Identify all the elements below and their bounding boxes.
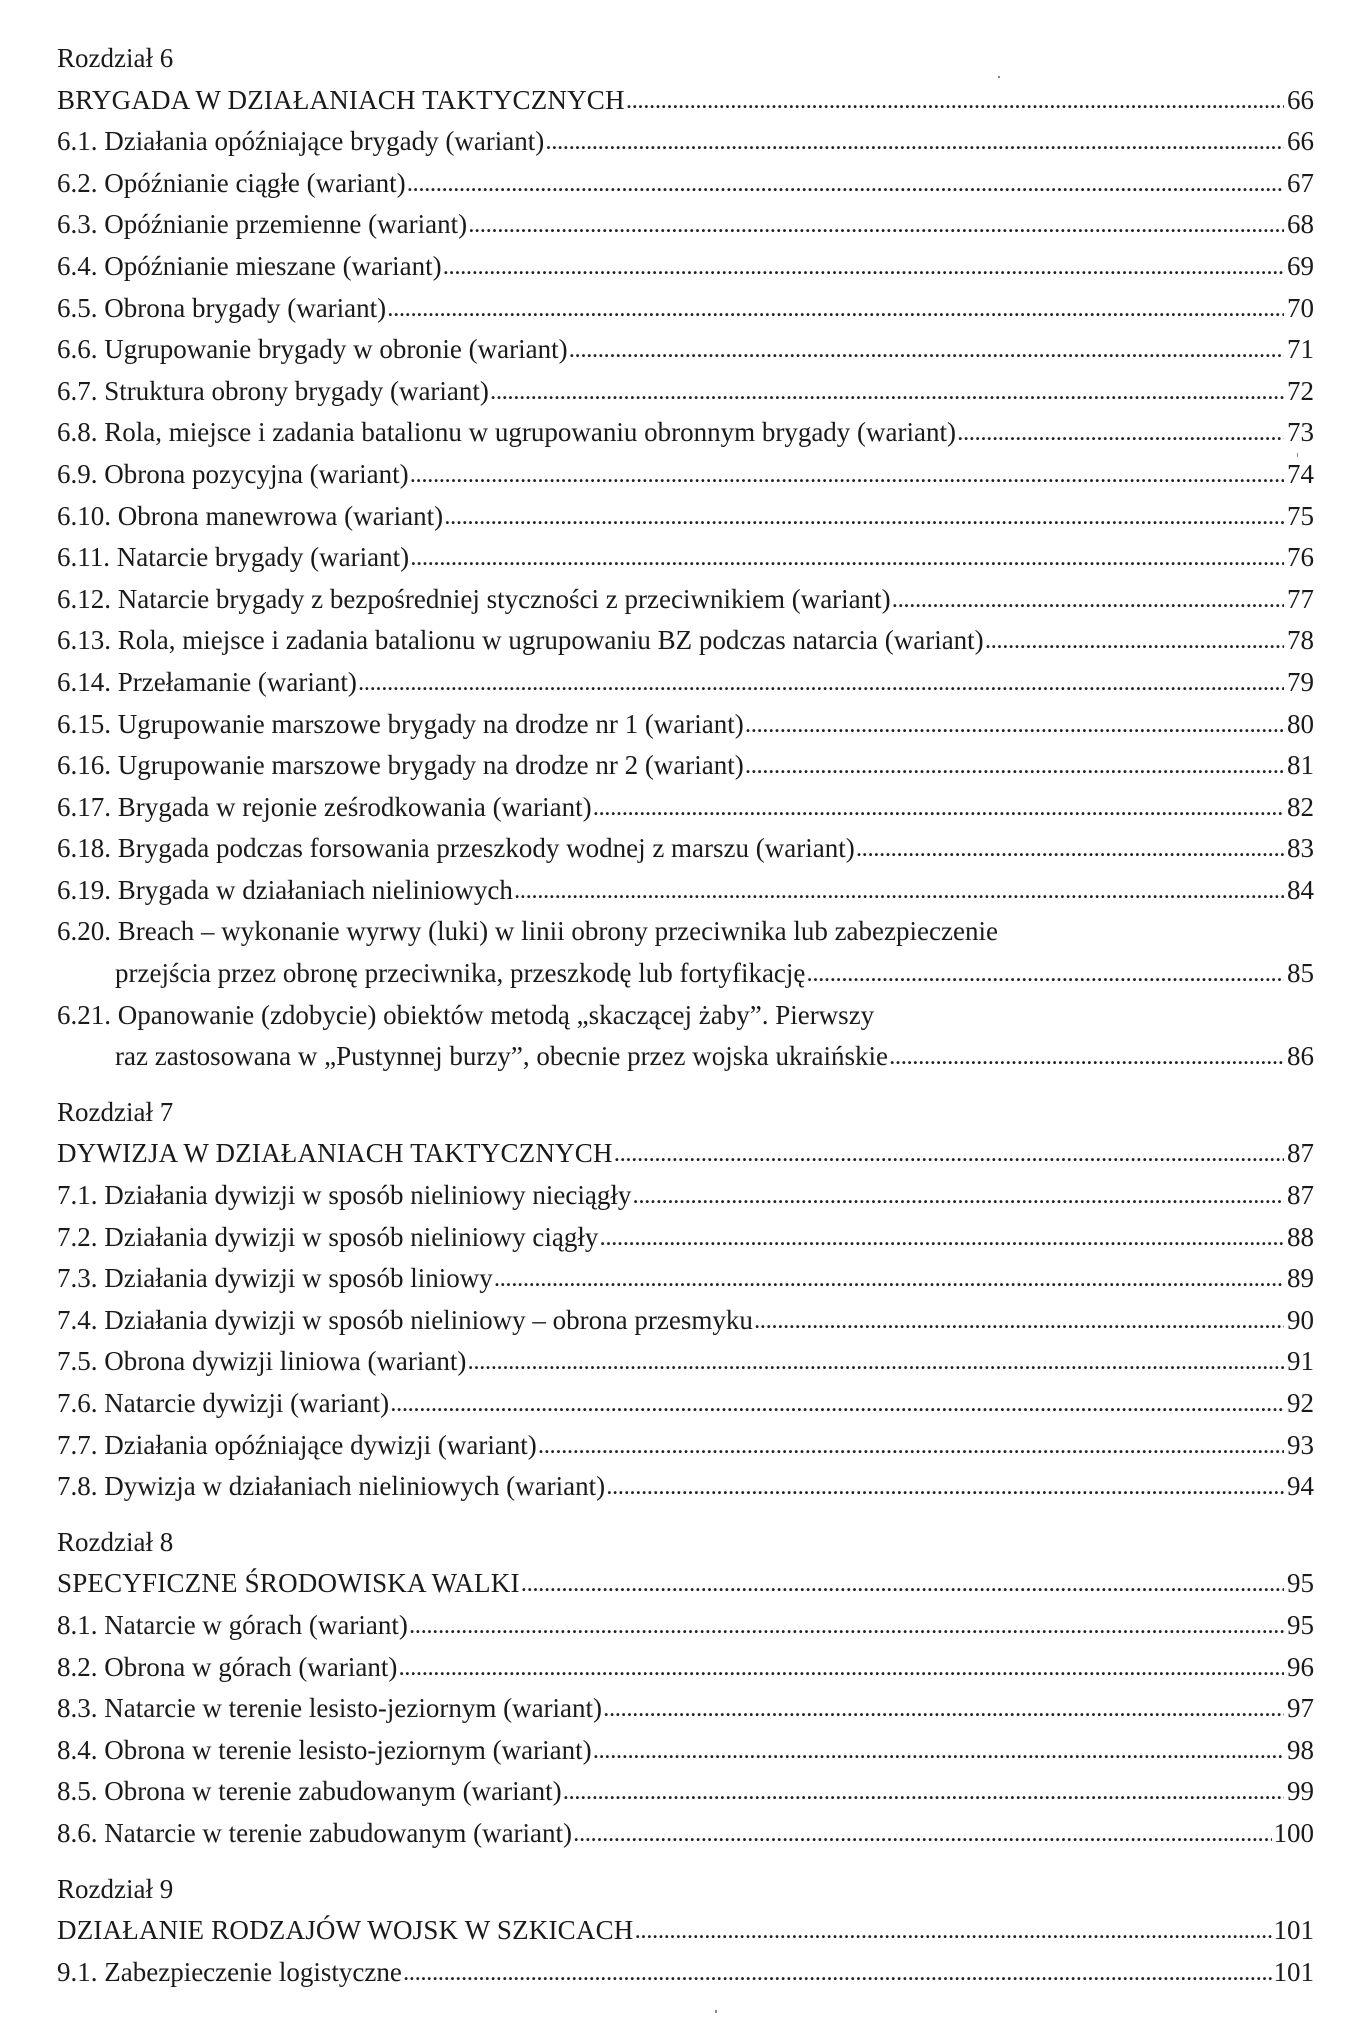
page-number: 89 [1287,1263,1314,1294]
toc-entry[interactable] [57,163,1314,205]
entry-title: Dywizja w działaniach nieliniowych (wariant) [104,1471,606,1502]
entry-title: Przełamanie (wariant) [117,666,357,697]
entry-title: Ugrupowanie marszowe brygady na drodze nr 2 (wariant) [117,750,744,781]
toc-entry[interactable] [57,204,1314,246]
entry-title: Natarcie w terenie lesisto-jeziornym (wariant) [104,1693,603,1724]
entry-number: 6.10. [57,500,111,531]
entry-number: 8.3. [57,1693,98,1724]
dot-leader [636,1912,1272,1954]
page-number: 100 [1273,1817,1314,1848]
dot-leader [746,747,1284,789]
page-number: 81 [1287,750,1314,781]
entry-number: 6.5. [57,292,98,323]
chapter-9 [57,1869,1314,1994]
entry-title: Działania dywizji w sposób nieliniowy nieciągły [104,1180,632,1211]
toc-entry[interactable] [57,828,1314,870]
toc-entry[interactable] [57,787,1314,829]
entry-title: Działania dywizji w sposób nieliniowy ciągły [104,1221,599,1252]
page-number: 95 [1287,1609,1314,1640]
page-number: 77 [1287,583,1314,614]
dot-leader [615,1135,1284,1177]
entry-number: 6.7. [57,375,98,406]
page-number: 74 [1287,458,1314,489]
entry-number: 7.8. [57,1471,98,1502]
entry-number: 8.6. [57,1817,98,1848]
page-number: 76 [1287,542,1314,573]
dot-leader [495,1260,1284,1302]
toc-entry[interactable] [57,412,1314,454]
entry-title-line1: Breach – wykonanie wyrwy (luki) w linii obrony przeciwnika lub zabezpieczenie [117,916,998,947]
entry-title-line2: przejścia przez obronę przeciwnika, przeszkodę lub fortyfikację [115,958,806,989]
page-number: 66 [1287,84,1314,115]
dot-leader [958,414,1284,456]
entry-title: Ugrupowanie brygady w obronie (wariant) [104,334,568,365]
chapter-title-row[interactable] [57,1910,1314,1952]
page-number: 68 [1287,209,1314,240]
entry-number: 8.4. [57,1734,98,1765]
entry-number: 6.20. [57,916,111,947]
page-number: 85 [1287,958,1314,989]
entry-title: Natarcie brygady (wariant) [116,542,410,573]
toc-entry-multiline[interactable] [57,911,1314,994]
entry-title: Opóźnianie mieszane (wariant) [104,250,442,281]
entry-first-line [57,995,1314,1037]
dot-leader [444,248,1284,290]
toc-entry[interactable] [57,1175,1314,1217]
page-number: 101 [1273,1956,1314,1987]
chapter-title-row[interactable] [57,80,1314,122]
chapter-7 [57,1092,1314,1508]
page-number: 93 [1287,1429,1314,1460]
entry-title: Natarcie dywizji (wariant) [104,1388,390,1418]
entry-title: Obrona w terenie zabudowanym (wariant) [104,1776,562,1807]
page-number: 97 [1287,1693,1314,1724]
dot-leader [391,1385,1284,1427]
toc-entry[interactable] [57,1383,1314,1425]
chapter-title-row[interactable] [57,1133,1314,1175]
page-number: 91 [1287,1346,1314,1377]
dot-leader [627,82,1284,124]
entry-title: Natarcie brygady z bezpośredniej styczności z przeciwnikiem (wariant) [117,583,891,614]
chapter-label: Rozdział 8 [57,1526,174,1557]
page-number: 79 [1287,666,1314,697]
scan-speck [715,2010,717,2013]
entry-title: Brygada podczas forsowania przeszkody wodnej z marszu (wariant) [117,833,855,864]
dot-leader [408,165,1284,207]
page-number: 73 [1287,417,1314,448]
toc-entry[interactable] [57,1688,1314,1730]
entry-number: 7.3. [57,1263,98,1294]
entry-title: Obrona w górach (wariant) [104,1651,398,1682]
toc-entry[interactable] [57,371,1314,413]
toc-entry[interactable] [57,288,1314,330]
dot-leader [388,290,1284,332]
entry-number: 6.12. [57,583,111,614]
toc-entry[interactable] [57,662,1314,704]
entry-number: 6.6. [57,334,98,365]
chapter-title: DZIAŁANIE RODZAJÓW WOJSK W SZKICACH [57,1915,634,1946]
toc-entry[interactable] [57,1605,1314,1647]
dot-leader [546,123,1284,165]
entry-title: Działania dywizji w sposób liniowy [104,1263,493,1294]
chapter-title-row[interactable] [57,1563,1314,1605]
entry-number: 8.5. [57,1776,98,1807]
toc-entry[interactable] [57,1258,1314,1300]
dot-leader [410,1607,1284,1649]
page-number: 83 [1287,833,1314,864]
toc-entry[interactable] [57,870,1314,912]
dot-leader [411,539,1284,581]
dot-leader [574,1815,1271,1857]
entry-number: 6.19. [57,874,111,905]
entry-title: Działania dywizji w sposób nieliniowy – obrona przesmyku [104,1304,753,1335]
entry-title: Brygada w rejonie ześrodkowania (wariant) [117,791,592,822]
page-number: 87 [1287,1138,1314,1169]
dot-leader [411,456,1284,498]
toc-entry[interactable] [57,1771,1314,1813]
page-number: 72 [1287,375,1314,406]
page-number: 87 [1287,1180,1314,1211]
dot-leader [893,581,1284,623]
dot-leader [600,1219,1284,1261]
page-number: 78 [1287,625,1314,656]
chapter-8 [57,1522,1314,1855]
dot-leader [594,789,1284,831]
toc-entry[interactable] [57,1217,1314,1259]
entry-number: 9.1. [57,1956,98,1987]
dot-leader [445,498,1284,540]
page-number: 71 [1287,334,1314,365]
page-number: 70 [1287,292,1314,323]
toc-entry[interactable] [57,579,1314,621]
page-number: 90 [1287,1304,1314,1335]
page-number: 94 [1287,1471,1314,1502]
dot-leader [515,872,1284,914]
toc-entry[interactable] [57,454,1314,496]
entry-number: 8.1. [57,1609,98,1640]
page-number: 101 [1273,1915,1314,1946]
entry-title: Obrona manewrowa (wariant) [117,500,444,531]
page-number: 98 [1287,1734,1314,1765]
entry-continuation [57,953,1314,995]
page-number: 75 [1287,500,1314,531]
entry-number: 6.4. [57,250,98,281]
toc-entry[interactable] [57,496,1314,538]
toc-entry[interactable] [57,121,1314,163]
page-number: 84 [1287,874,1314,905]
chapter-title: SPECYFICZNE ŚRODOWISKA WALKI [57,1568,520,1599]
entry-title: Obrona w terenie lesisto-jeziornym (wariant) [104,1734,592,1765]
entry-number: 7.7. [57,1429,98,1460]
entry-title-line2: raz zastosowana w „Pustynnej burzy”, obecnie przez wojska ukraińskie [115,1041,888,1072]
dot-leader [755,1302,1284,1344]
page-number: 92 [1287,1388,1314,1418]
entry-number: 6.15. [57,708,111,739]
entry-number: 6.11. [57,542,110,573]
dot-leader [857,830,1284,872]
entry-number: 6.8. [57,417,98,448]
toc-entry[interactable] [57,246,1314,288]
toc-entry[interactable] [57,745,1314,787]
toc-entry[interactable] [57,1813,1314,1855]
entry-number: 7.1. [57,1180,98,1211]
scan-speck [1297,453,1298,457]
dot-leader [570,331,1284,373]
dot-leader [404,1954,1272,1996]
entry-title: Działania opóźniające brygady (wariant) [104,126,545,157]
table-of-contents [57,38,1314,1993]
page-number: 66 [1287,126,1314,157]
toc-entry[interactable] [57,1952,1314,1994]
dot-leader [491,373,1284,415]
entry-title: Obrona dywizji liniowa (wariant) [104,1346,467,1377]
toc-entry[interactable] [57,1341,1314,1383]
entry-title: Działania opóźniające dywizji (wariant) [104,1429,537,1460]
toc-entry[interactable] [57,329,1314,371]
entry-number: 7.6. [57,1388,98,1418]
entry-title: Struktura obrony brygady (wariant) [104,375,489,406]
entry-title: Obrona pozycyjna (wariant) [104,458,409,489]
page-number: 86 [1287,1041,1314,1072]
chapter-6 [57,38,1314,1078]
dot-leader [564,1773,1284,1815]
toc-entry[interactable] [57,1466,1314,1508]
toc-entry[interactable] [57,1647,1314,1689]
toc-entry[interactable] [57,537,1314,579]
entry-continuation [57,1036,1314,1078]
entry-title: Natarcie w górach (wariant) [104,1609,408,1640]
chapter-title: DYWIZJA W DZIAŁANIACH TAKTYCZNYCH [57,1138,613,1169]
entry-number: 6.18. [57,833,111,864]
page-number: 82 [1287,791,1314,822]
dot-leader [986,622,1284,664]
page-number: 95 [1287,1568,1314,1599]
entry-number: 6.9. [57,458,98,489]
entry-number: 7.5. [57,1346,98,1377]
chapter-label: Rozdział 9 [57,1873,174,1904]
toc-entry[interactable] [57,1425,1314,1467]
entry-number: 6.14. [57,666,111,697]
toc-entry[interactable] [57,620,1314,662]
dot-leader [604,1690,1284,1732]
entry-number: 8.2. [57,1651,98,1682]
page-number: 99 [1287,1776,1314,1807]
entry-title: Zabezpieczenie logistyczne [104,1956,402,1987]
entry-title: Natarcie w terenie zabudowanym (wariant) [104,1817,573,1848]
entry-number: 6.2. [57,167,98,198]
entry-title: Brygada w działaniach nieliniowych [117,874,513,905]
dot-leader [522,1565,1284,1607]
toc-entry[interactable] [57,1300,1314,1342]
entry-number: 6.17. [57,791,111,822]
dot-leader [359,664,1284,706]
dot-leader [539,1427,1284,1469]
dot-leader [746,706,1284,748]
entry-title: Opóźnianie ciągłe (wariant) [104,167,406,198]
chapter-label: Rozdział 7 [57,1096,174,1127]
dot-leader [807,955,1284,997]
dot-leader [594,1732,1284,1774]
entry-number: 6.1. [57,126,98,157]
page-number: 67 [1287,167,1314,198]
page-number: 80 [1287,708,1314,739]
dot-leader [633,1177,1284,1219]
dot-leader [468,1343,1284,1385]
entry-title: Ugrupowanie marszowe brygady na drodze nr 1 (wariant) [117,708,744,739]
toc-entry[interactable] [57,704,1314,746]
dot-leader [399,1649,1284,1691]
toc-entry-multiline[interactable] [57,995,1314,1078]
scan-speck [998,76,1000,78]
chapter-title: BRYGADA W DZIAŁANIACH TAKTYCZNYCH [57,84,625,115]
page-number: 96 [1287,1651,1314,1682]
chapter-label: Rozdział 6 [57,43,174,73]
entry-number: 6.16. [57,750,111,781]
entry-title: Obrona brygady (wariant) [104,292,387,323]
dot-leader [890,1038,1284,1080]
entry-title: Rola, miejsce i zadania batalionu w ugrupowaniu BZ podczas natarcia (wariant) [117,625,984,656]
entry-title: Opóźnianie przemienne (wariant) [104,209,468,240]
page-number: 88 [1287,1221,1314,1252]
entry-number: 6.3. [57,209,98,240]
entry-number: 7.2. [57,1221,98,1252]
page-number: 69 [1287,250,1314,281]
entry-first-line [57,911,1314,953]
dot-leader [607,1468,1284,1510]
entry-number: 6.13. [57,625,111,656]
entry-title: Rola, miejsce i zadania batalionu w ugrupowaniu obronnym brygady (wariant) [104,417,957,448]
dot-leader [469,206,1284,248]
entry-number: 6.21. [57,999,111,1030]
entry-title-line1: Opanowanie (zdobycie) obiektów metodą „skaczącej żaby”. Pierwszy [117,999,875,1030]
entry-number: 7.4. [57,1304,98,1335]
toc-entry[interactable] [57,1730,1314,1772]
